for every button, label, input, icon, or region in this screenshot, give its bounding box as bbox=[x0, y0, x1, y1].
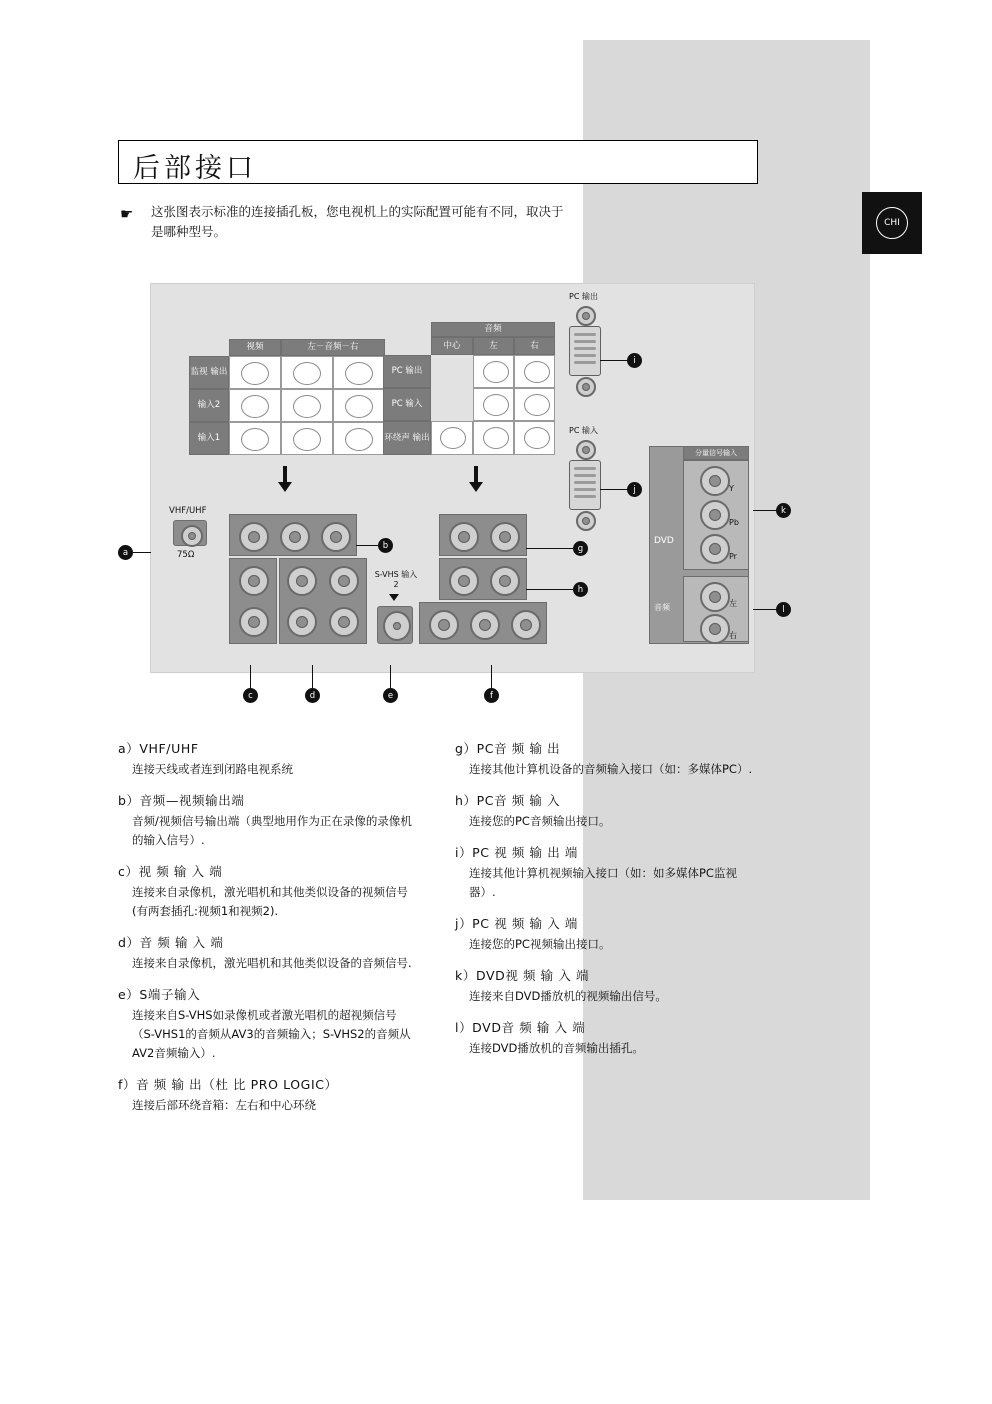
callout-b: b bbox=[378, 538, 393, 553]
description-body: 连接您的PC视频输出接口。 bbox=[469, 937, 611, 951]
matrix-jack-ring bbox=[293, 362, 321, 385]
arrow-down-icon bbox=[278, 482, 292, 492]
pc-audio-out-jack bbox=[449, 522, 479, 552]
matrix-jack-ring bbox=[293, 428, 321, 451]
callout-leader bbox=[356, 545, 379, 546]
description-title: j）PC 视 频 输 入 端 bbox=[455, 916, 579, 931]
matrix-jack-ring bbox=[483, 427, 509, 449]
description-body: 连接天线或者连到闭路电视系统 bbox=[132, 762, 293, 776]
matrix-jack-ring bbox=[241, 362, 269, 385]
pc-output-dsub-connector bbox=[569, 326, 601, 376]
description-title: g）PC音 频 输 出 bbox=[455, 741, 561, 756]
label-pr: Pr bbox=[729, 552, 737, 561]
description-body: 连接来自DVD播放机的视频输出信号。 bbox=[469, 989, 667, 1003]
label-dvd: DVD bbox=[654, 536, 674, 546]
matrix-jack-ring bbox=[524, 394, 550, 416]
pc-input-dsub-connector bbox=[569, 460, 601, 510]
pc-input-round-jack bbox=[576, 440, 596, 460]
matrix-jack-ring bbox=[483, 394, 509, 416]
description-body: 连接其他计算机视频输入接口（如：如多媒体PC监视器）. bbox=[469, 866, 737, 899]
rear-panel-diagram bbox=[150, 283, 755, 673]
component-pb-jack bbox=[700, 500, 730, 530]
callout-a: a bbox=[118, 545, 133, 560]
callout-leader bbox=[753, 609, 777, 610]
callout-l: l bbox=[776, 602, 791, 617]
pc-audio-in-jack bbox=[490, 566, 520, 596]
surround-out-jack bbox=[470, 610, 500, 640]
header-left: 左 bbox=[473, 337, 514, 355]
matrix-jack-ring bbox=[293, 395, 321, 418]
description-title: e）S端子输入 bbox=[118, 987, 201, 1002]
descriptions-left-column bbox=[118, 740, 418, 1128]
pc-output-round-jack bbox=[576, 306, 596, 326]
vhf-uhf-coax-jack bbox=[181, 525, 203, 547]
matrix-jack-ring bbox=[241, 428, 269, 451]
description-item-b bbox=[118, 792, 418, 850]
description-body: 音频/视频信号输出端（典型地用作为正在录像的录像机的输入信号）. bbox=[132, 814, 412, 847]
label-pc-input-mid: PC 输入 bbox=[569, 426, 598, 435]
description-item-g bbox=[455, 740, 755, 779]
description-item-f bbox=[118, 1076, 418, 1115]
row-label-surround-out: 环绕声 输出 bbox=[383, 421, 431, 455]
description-title: c）视 频 输 入 端 bbox=[118, 864, 223, 879]
callout-k: k bbox=[776, 503, 791, 518]
audio-input-jack bbox=[329, 607, 359, 637]
header-right: 右 bbox=[514, 337, 555, 355]
callout-leader bbox=[600, 360, 628, 361]
callout-leader bbox=[133, 552, 151, 553]
callout-c: c bbox=[243, 688, 258, 703]
callout-leader bbox=[526, 548, 574, 549]
matrix-jack-ring bbox=[483, 361, 509, 383]
pointing-hand-icon: ☛ bbox=[120, 207, 134, 223]
descriptions-right-column bbox=[455, 740, 755, 1071]
arrow-down-icon bbox=[469, 482, 483, 492]
video-input-jack bbox=[239, 566, 269, 596]
av-jack bbox=[321, 522, 351, 552]
matrix-jack-ring bbox=[524, 361, 550, 383]
audio-input-jack bbox=[287, 566, 317, 596]
label-audio-left: 左 bbox=[729, 599, 737, 608]
callout-i: i bbox=[627, 353, 642, 368]
label-y: Y bbox=[729, 484, 734, 493]
row-label-monitor-out: 监视 输出 bbox=[189, 356, 229, 389]
page-number: 5 bbox=[712, 1287, 720, 1301]
label-pc-output-top: PC 输出 bbox=[569, 292, 598, 301]
matrix-jack-ring bbox=[524, 427, 550, 449]
header-center: 中心 bbox=[431, 337, 473, 355]
callout-j: j bbox=[627, 482, 642, 497]
callout-leader bbox=[491, 665, 492, 689]
arrow-down-icon bbox=[389, 594, 399, 601]
page-title: 后部接口 bbox=[133, 153, 257, 184]
description-title: f）音 频 输 出（杜 比 PRO LOGIC） bbox=[118, 1077, 338, 1092]
pc-input-round-jack-bottom bbox=[576, 511, 596, 531]
page-marker-triangle-icon bbox=[703, 1258, 731, 1275]
description-title: k）DVD视 频 输 入 端 bbox=[455, 968, 590, 983]
description-item-c bbox=[118, 863, 418, 921]
matrix-jack-ring bbox=[345, 395, 373, 418]
description-body: 连接DVD播放机的音频输出插孔。 bbox=[469, 1041, 644, 1055]
av-jack bbox=[280, 522, 310, 552]
callout-leader bbox=[753, 510, 777, 511]
av-jack bbox=[239, 522, 269, 552]
audio-input-jack bbox=[287, 607, 317, 637]
pc-audio-out-jack bbox=[490, 522, 520, 552]
header-video-col: 视频 bbox=[229, 339, 281, 356]
header-audio-lr-col: 左－音频－右 bbox=[281, 339, 385, 356]
row-label-pc-in: PC 输入 bbox=[383, 388, 431, 421]
row-label-pc-out: PC 输出 bbox=[383, 355, 431, 388]
description-body: 连接后部环绕音箱：左右和中心环绕 bbox=[132, 1098, 316, 1112]
dvd-audio-right-jack bbox=[700, 614, 730, 644]
label-svhs-input2: S-VHS 输入2 bbox=[374, 570, 418, 589]
matrix-jack-ring bbox=[345, 362, 373, 385]
label-dvd-audio: 音频 bbox=[654, 603, 670, 612]
description-title: i）PC 视 频 输 出 端 bbox=[455, 845, 579, 860]
callout-leader bbox=[312, 665, 313, 689]
dvd-audio-left-jack bbox=[700, 582, 730, 612]
description-item-i bbox=[455, 844, 755, 902]
description-title: h）PC音 频 输 入 bbox=[455, 793, 561, 808]
row-label-input2: 输入2 bbox=[189, 389, 229, 422]
matrix-jack-ring bbox=[241, 395, 269, 418]
description-item-e bbox=[118, 986, 418, 1063]
matrix-jack-ring bbox=[345, 428, 373, 451]
language-badge-label: CHI bbox=[876, 207, 908, 239]
description-item-j bbox=[455, 915, 755, 954]
label-pb: Pb bbox=[729, 518, 739, 527]
callout-e: e bbox=[383, 688, 398, 703]
description-item-k bbox=[455, 967, 755, 1006]
description-body: 连接您的PC音频输出接口。 bbox=[469, 814, 611, 828]
header-audio-group: 音频 bbox=[431, 322, 555, 337]
description-item-d bbox=[118, 934, 418, 973]
description-body: 连接来自录像机，激光唱机和其他类似设备的音频信号. bbox=[132, 956, 412, 970]
description-body: 连接来自S-VHS如录像机或者激光唱机的超视频信号（S-VHS1的音频从AV3的音频输入；S-VHS2的音频从AV2音频输入）. bbox=[132, 1008, 411, 1060]
component-pr-jack bbox=[700, 534, 730, 564]
callout-f: f bbox=[484, 688, 499, 703]
surround-out-jack bbox=[429, 610, 459, 640]
description-item-a bbox=[118, 740, 418, 779]
svhs-mini-din-jack bbox=[383, 611, 411, 641]
callout-d: d bbox=[305, 688, 320, 703]
callout-leader bbox=[600, 489, 628, 490]
label-audio-right: 右 bbox=[729, 631, 737, 640]
description-item-l bbox=[455, 1019, 755, 1058]
description-body: 连接来自录像机，激光唱机和其他类似设备的视频信号(有两套插孔:视频1和视频2). bbox=[132, 885, 408, 918]
header-component-input: 分量信号输入 bbox=[683, 446, 749, 460]
pc-audio-in-jack bbox=[449, 566, 479, 596]
pc-output-round-jack-bottom bbox=[576, 377, 596, 397]
header-note: 这张图表示标准的连接插孔板，您电视机上的实际配置可能有不同，取决于是哪种型号。 bbox=[151, 204, 564, 239]
language-badge bbox=[862, 192, 922, 254]
surround-out-jack bbox=[511, 610, 541, 640]
label-vhf-uhf: VHF/UHF bbox=[169, 506, 207, 516]
callout-g: g bbox=[573, 541, 588, 556]
matrix-cell bbox=[431, 388, 473, 421]
description-title: l）DVD音 频 输 入 端 bbox=[455, 1020, 586, 1035]
audio-input-jack bbox=[329, 566, 359, 596]
description-title: d）音 频 输 入 端 bbox=[118, 935, 224, 950]
description-body: 连接其他计算机设备的音频输入接口（如：多媒体PC）. bbox=[469, 762, 753, 776]
description-item-h bbox=[455, 792, 755, 831]
callout-h: h bbox=[573, 582, 588, 597]
callout-leader bbox=[250, 665, 251, 689]
component-y-jack bbox=[700, 466, 730, 496]
label-75ohm: 75Ω bbox=[177, 550, 195, 560]
matrix-jack-ring bbox=[440, 427, 466, 449]
callout-leader bbox=[390, 665, 391, 689]
matrix-cell bbox=[431, 355, 473, 388]
row-label-input1: 输入1 bbox=[189, 422, 229, 455]
callout-leader bbox=[526, 589, 574, 590]
description-title: a）VHF/UHF bbox=[118, 741, 199, 756]
description-title: b）音频—视频输出端 bbox=[118, 793, 245, 808]
video-input-jack bbox=[239, 607, 269, 637]
